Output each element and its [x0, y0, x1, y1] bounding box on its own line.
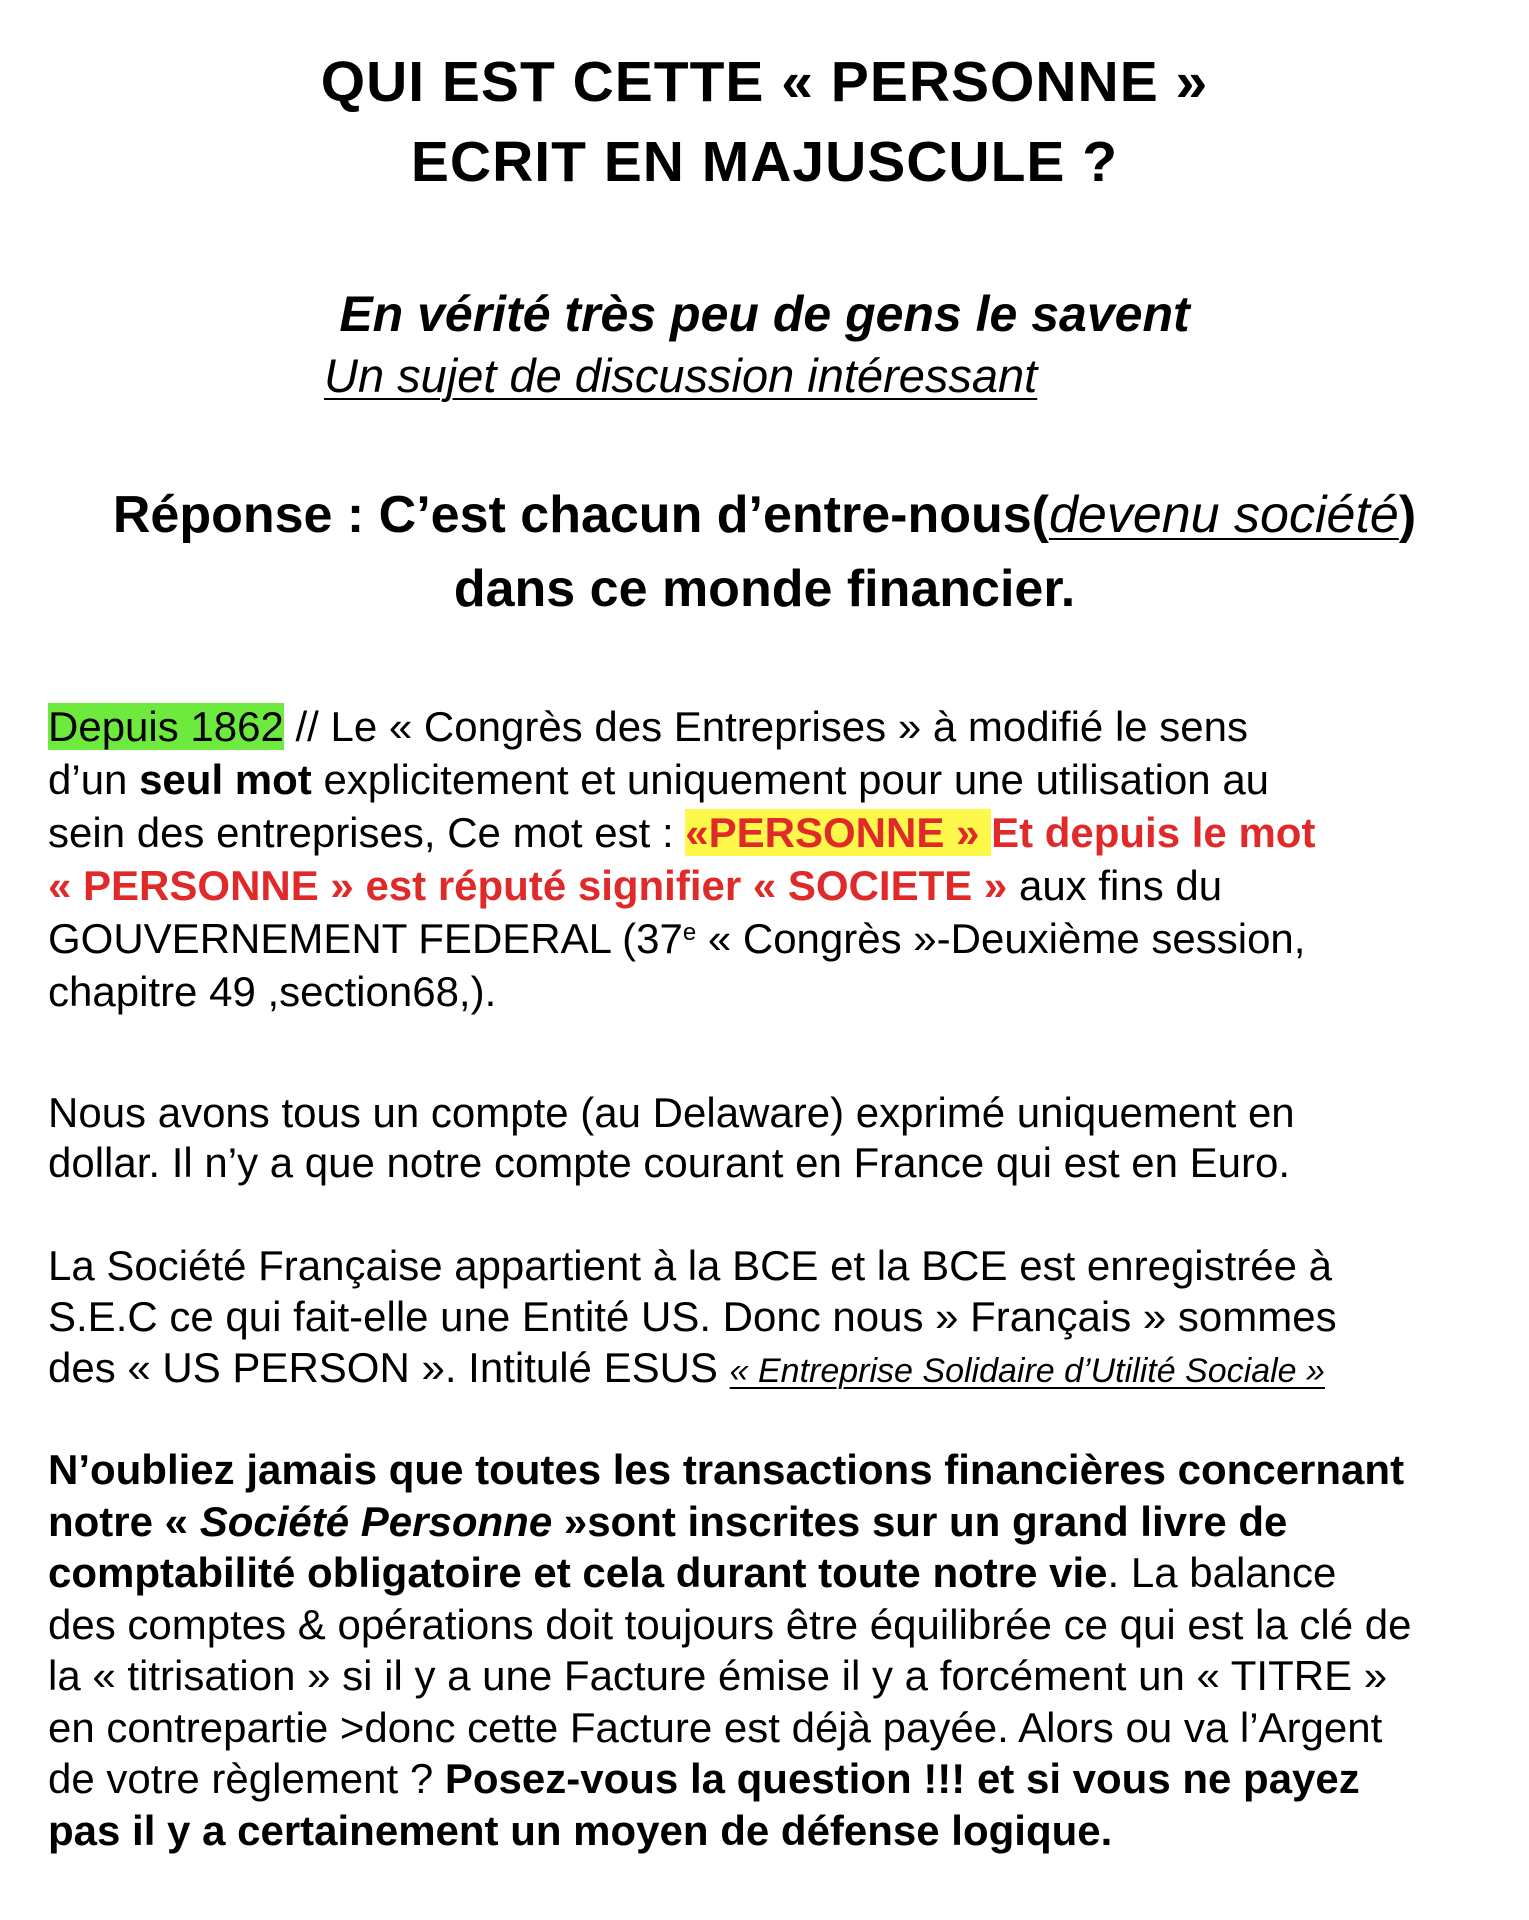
p1-line-2	[48, 753, 1488, 806]
p4-text-7b: Posez-vous la question !!! et si vous ne payez	[444, 1755, 1360, 1802]
p1-superscript: e	[682, 919, 697, 946]
p2-line-1: Nous avons tous un compte (au Delaware) exprimé uniquement en	[48, 1089, 1295, 1136]
p1-line-5	[48, 912, 1488, 965]
p4-line-4: des comptes & opérations doit toujours être équilibrée ce qui est la clé de	[48, 1600, 1412, 1648]
answer-line-2: dans ce monde financier.	[453, 560, 1076, 618]
answer-line-1	[0, 478, 1529, 552]
subtitle: En vérité très peu de gens le savent	[339, 286, 1190, 342]
p1-red-4: « PERSONNE » est réputé signifier « SOCIETE »	[48, 862, 1008, 909]
p1-text-2a: d’un	[48, 756, 140, 803]
p1-text-4b: aux fins du	[1007, 862, 1223, 909]
p1-line-3	[48, 806, 1488, 859]
p4-line-3	[48, 1547, 1488, 1599]
p4-line-8: pas il y a certainement un moyen de défense logique.	[48, 1806, 1113, 1854]
p3-line-2: S.E.C ce qui fait-elle une Entité US. Donc nous » Français » sommes	[48, 1293, 1337, 1340]
answer-suffix: )	[1398, 486, 1417, 544]
p4-text-2b: »sont inscrites sur un grand livre de	[552, 1497, 1288, 1545]
p4-line-2	[48, 1496, 1488, 1548]
answer-heading	[0, 478, 1529, 626]
p1-line-6: chapitre 49 ,section68,).	[48, 968, 497, 1015]
p1-line-4	[48, 859, 1488, 912]
p1-line-1	[48, 700, 1488, 753]
title-line-1: QUI EST CETTE « PERSONNE »	[320, 50, 1209, 114]
p3-text-3: des « US PERSON ». Intitulé ESUS	[48, 1344, 730, 1391]
p1-text-5b: « Congrès »-Deuxième session,	[696, 915, 1306, 962]
p1-bold-seul-mot: seul mot	[139, 756, 312, 803]
p3-line-3	[48, 1342, 1488, 1397]
paragraph-2	[48, 1088, 1488, 1188]
answer-inner: devenu société	[1049, 486, 1399, 544]
paragraph-1	[48, 700, 1488, 1018]
p1-red-3: Et depuis le mot	[991, 809, 1316, 856]
p4-text-7a: de votre règlement ?	[48, 1755, 445, 1802]
highlight-personne: «PERSONNE »	[685, 809, 992, 856]
page-title	[0, 42, 1529, 202]
p1-text-2c: explicitement et uniquement pour une utilisation au	[311, 756, 1270, 803]
p4-line-6: en contrepartie >donc cette Facture est déjà payée. Alors ou va l’Argent	[48, 1703, 1383, 1751]
subtitle-underlined: Un sujet de discussion intéressant	[324, 349, 1038, 402]
esus-note: « Entreprise Solidaire d’Utilité Sociale »	[729, 1352, 1325, 1390]
p4-line-7	[48, 1753, 1488, 1805]
p1-text-1: // Le « Congrès des Entreprises » à modifié le sens	[283, 703, 1249, 750]
p4-italic-societe-personne: Société Personne	[199, 1497, 553, 1545]
p1-text-5a: GOUVERNEMENT FEDERAL (37	[48, 915, 683, 962]
p4-text-3b: comptabilité obligatoire et cela durant toute notre vie	[48, 1549, 1108, 1596]
p4-text-3n: . La balance	[1107, 1549, 1337, 1596]
p1-text-3a: sein des entreprises, Ce mot est :	[48, 809, 686, 856]
p4-line-5: la « titrisation » si il y a une Facture émise il y a forcément un « TITRE »	[48, 1652, 1388, 1699]
p3-line-1: La Société Française appartient à la BCE et la BCE est enregistrée à	[48, 1242, 1333, 1289]
highlight-depuis-1862: Depuis 1862	[48, 703, 284, 750]
p2-line-2: dollar. Il n’y a que notre compte courant en France qui est en Euro.	[48, 1139, 1291, 1186]
answer-prefix: Réponse : C’est chacun d’entre-nous(	[112, 486, 1049, 544]
p4-line-1: N’oubliez jamais que toutes les transactions financières concernant	[48, 1446, 1405, 1493]
paragraph-3	[48, 1240, 1488, 1397]
paragraph-4	[48, 1444, 1488, 1856]
title-line-2: ECRIT EN MAJUSCULE ?	[410, 130, 1119, 194]
p4-text-2a: notre «	[48, 1497, 200, 1545]
